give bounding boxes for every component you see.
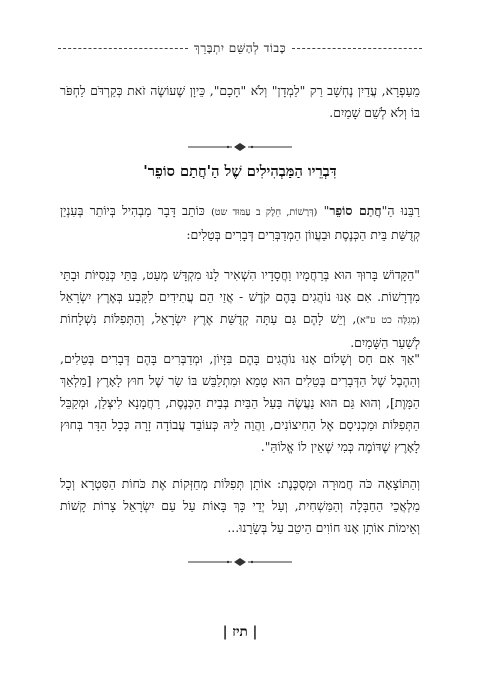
source-lead: רַבֵּנוּ הַ" bbox=[381, 203, 421, 218]
source-citation: (דְּרָשׁוֹת, חֵלֶק ב עַמּוּד שט) bbox=[211, 207, 318, 218]
running-title: כָּבוֹד לְהַשֵּׁם יִתְבָּרֵךְ bbox=[193, 40, 287, 55]
running-header bbox=[58, 38, 422, 58]
quote1-citation: (מְגִלָּה כט ע"א) bbox=[356, 315, 420, 326]
conclusion-paragraph: וְהַתּוֹצָאָה כֹּה חֲמוּרָה וּמְסֻכֶּנֶת: אוֹתָן תְּפִלּוֹת מְחַזְּקוֹת אֶת כֹּחוֹת הַסִּטְרָא וְכָל מַלְאֲכֵי הַחַבָּלָה וְהַמַּשְׁחִית, וְעַל יְדֵי כָּךְ בָּאוֹת עַל עַם יִשְׂרָאֵל צָרוֹת קָשׁוֹת וְאֵימוֹת אוֹתָן אָנוּ חוֹוִים הֵיטֵב עַל בְּשָׂרֵנוּ... bbox=[60, 476, 420, 535]
header-dashed-rule-left bbox=[58, 48, 188, 49]
quote-paragraph-1 bbox=[60, 264, 420, 354]
section-title: דִּבְרֵיו הַמַּבְהִילִים שֶׁל הַ'חֲתַם סוֹפֵר' bbox=[143, 163, 337, 180]
end-divider-ornament bbox=[188, 557, 292, 567]
header-dashed-rule-right bbox=[292, 48, 422, 49]
quote1-text-b: , וְיֵשׁ לָהֶם גַּם עַתָּה קְדֻשַּׁת אֶרֶץ יִשְׂרָאֵל, וְהַתְּפִלּוֹת נִשְׁלָחוֹת לְשַׁעַר הַשָּׁמַיִם. bbox=[60, 311, 420, 350]
source-rest: כּוֹתֵב דָּבָר מַבְהִיל בְּיוֹתֵר בְּעִנְיַן קְדֻשַּׁת בֵּית הַכְּנֶסֶת וּבַעֲווֹן הַמְדַבְּרִים דְּבָרִים בְּטֵלִים: bbox=[60, 203, 420, 242]
source-lead-close: " bbox=[317, 203, 330, 218]
source-author: חֲתַם סוֹפֵר bbox=[329, 203, 382, 218]
quote1-text-a: "הַקָּדוֹשׁ בָּרוּךְ הוּא בְּרַחֲמָיו וַחֲסָדָיו הִשְׁאִיר לָנוּ מִקְדָּשׁ מְעַט, בָּתֵּי כְּנֵסִיּוֹת וּבָתֵּי מִדְרָשׁוֹת. אִם אָנוּ נוֹהֲגִים בָּהֶם קֹדֶשׁ - אֲזַי הֵם עֲתִידִים לִקָּבַע בְּאֶרֶץ יִשְׂרָאֵל bbox=[60, 267, 420, 304]
intro-paragraph: מֵעַפְרָא, עֲדַיִן נֶחְשָׁב רַק "לַמְדָן" וְלֹא "חָכָם", כֵּיוָן שֶׁעוֹשֶׂה זֹאת כְּקַרְדֹּם לַחְפֹּר בּוֹ וְלֹא לְשֵׁם שָׁמַיִם. bbox=[60, 83, 420, 120]
section-divider-ornament bbox=[188, 142, 292, 152]
page-number: | תיז | bbox=[222, 624, 258, 640]
quote-paragraph-2: "אַךְ אִם חַס וְשָׁלוֹם אָנוּ נוֹהֲגִים בָּהֶם בִּזָּיוֹן, וּמְדַבְּרִים בָּהֶם דְּבָרִים בְּטֵלִים, וְהַהֶבֶל שֶׁל הַדְּבָרִים בְּטֵלִים הוּא טָמֵא וּמִתְלַבֵּשׁ בּוֹ שַׂר שֶׁל חוּץ לָאָרֶץ [מַלְאַךְ הַמָּוֶת], וְהוּא גַּם הוּא נַעֲשֶׂה בַּעַל הַבַּיִת בְּבֵית הַכְּנֶסֶת, רַחֲמָנָא לִיצְּלַן, וּמְקַבֵּל הַתְּפִלּוֹת וּמַכְנִיסָם אֶל הַחִיצוֹנִים, וַהֲוֵה לֵיהּ כְּעוֹבֵד עֲבוֹדָה זָרָה כְּכָל הַדָּר בְּחוּץ לָאָרֶץ שֶׁדּוֹמֶה כְּמִי שֶׁאֵין לוֹ אֱלוֹהַּ". bbox=[60, 351, 420, 454]
source-paragraph bbox=[60, 200, 420, 246]
